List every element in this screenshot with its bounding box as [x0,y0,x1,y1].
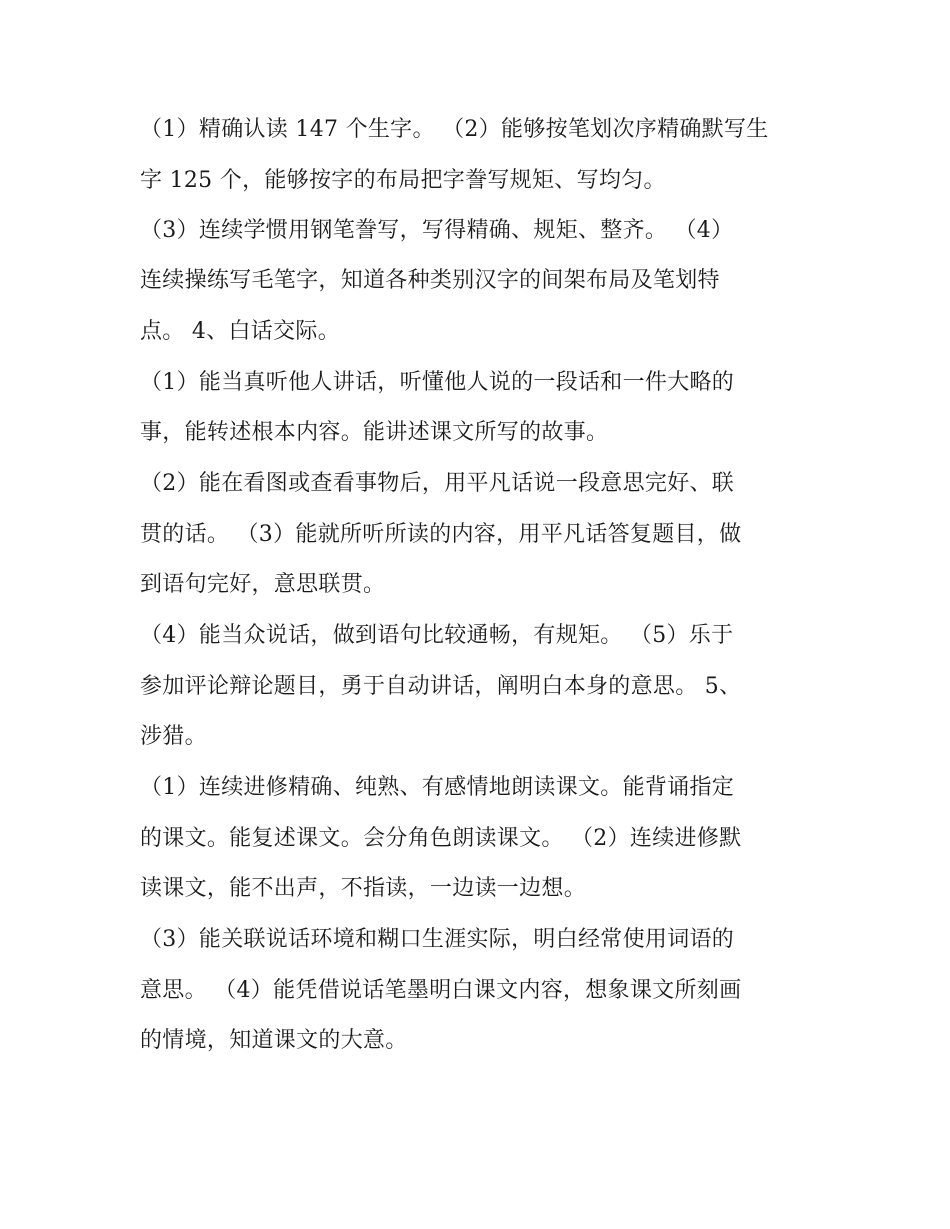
text-line: 的情境，知道课文的大意。 [140,1028,408,1053]
text-line: 字 125 个，能够按字的布局把字誊写规矩、写均匀。 [140,168,666,193]
text-line: 的课文。能复述课文。会分角色朗读课文。 （2）连续进修默 [140,826,742,851]
text-line: （3）连续学惯用钢笔誊写，写得精确、规矩、整齐。 （4） [140,218,734,243]
text-line: （1）能当真听他人讲话，听懂他人说的一段话和一件大略的 [140,370,735,395]
text-line: 点。 4、白话交际。 [140,319,340,344]
text-line: （4）能当众说话，做到语句比较通畅，有规矩。 （5）乐于 [140,623,734,648]
text-line: （1）精确认读 147 个生字。 （2）能够按笔划次序精确默写生 [140,117,769,142]
text-line: 到语句完好，意思联贯。 [140,572,386,597]
text-line: 贯的话。 （3）能就所听所读的内容，用平凡话答复题目，做 [140,522,742,547]
text-line: （1）连续进修精确、纯熟、有感情地朗读课文。能背诵指定 [140,775,735,800]
text-line: 读课文，能不出声，不指读，一边读一边想。 [140,876,587,901]
text-line: （3）能关联说话环境和糊口生涯实际，明白经常使用词语的 [140,927,735,952]
text-line: 事，能转述根本内容。能讲述课文所写的故事。 [140,420,609,445]
text-line: （2）能在看图或查看事物后，用平凡话说一段意思完好、联 [140,471,735,496]
text-line: 参加评论辩论题目，勇于自动讲话，阐明白本身的意思。 5、 [140,674,742,699]
text-line: 意思。 （4）能凭借说话笔墨明白课文内容，想象课文所刻画 [140,978,742,1003]
text-line: 连续操练写毛笔字，知道各种类别汉字的间架布局及笔划特 [140,268,720,293]
text-line: 涉猎。 [140,724,207,749]
